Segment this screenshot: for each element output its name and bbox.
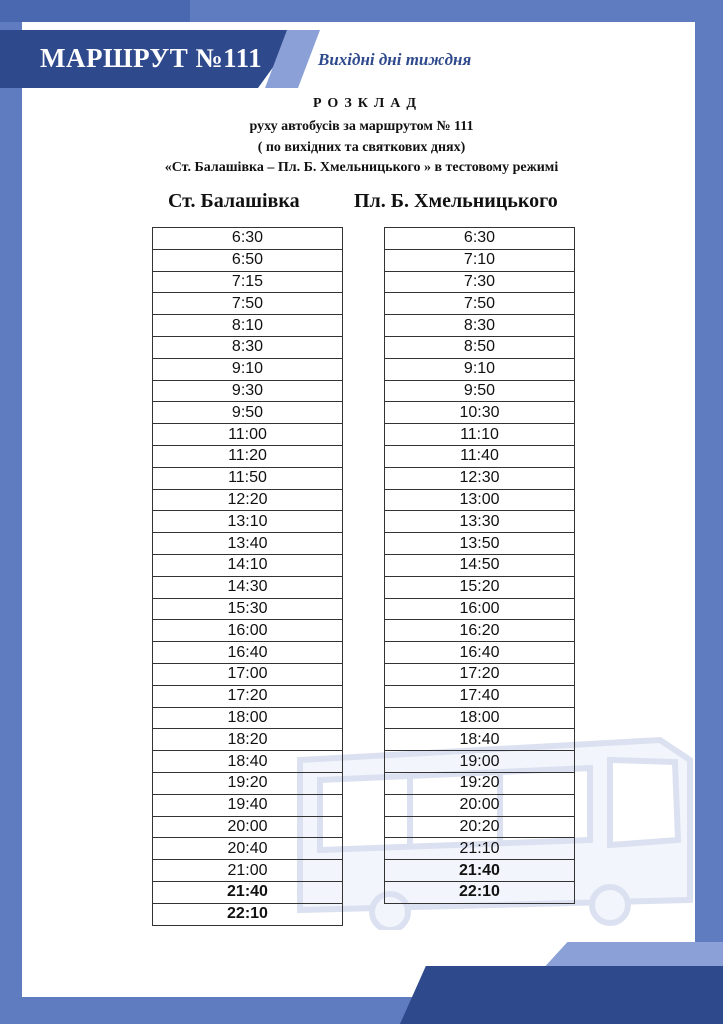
table-row — [153, 533, 343, 555]
decorative-corner-top — [0, 0, 190, 22]
table-row — [385, 707, 575, 729]
table-row — [153, 293, 343, 315]
departure-time: 14:10 — [153, 554, 343, 576]
departure-time: 11:20 — [153, 445, 343, 467]
table-row — [385, 751, 575, 773]
table-row — [385, 554, 575, 576]
departure-time: 10:30 — [385, 402, 575, 424]
departure-time: 19:20 — [385, 772, 575, 794]
departure-time: 9:50 — [385, 380, 575, 402]
table-row — [153, 816, 343, 838]
table-row — [153, 249, 343, 271]
table-row — [153, 576, 343, 598]
table-row — [153, 772, 343, 794]
departure-time: 11:00 — [153, 424, 343, 446]
departure-time: 8:50 — [385, 336, 575, 358]
table-row — [385, 685, 575, 707]
schedule-description: руху автобусів за маршрутом № 111 — [249, 119, 474, 134]
departure-time: 6:30 — [153, 228, 343, 250]
table-row — [153, 620, 343, 642]
departure-time: 7:50 — [153, 293, 343, 315]
departure-time: 16:00 — [385, 598, 575, 620]
table-row — [385, 663, 575, 685]
table-row — [385, 293, 575, 315]
departure-time: 14:50 — [385, 554, 575, 576]
right-column-title: Пл. Б. Хмельницького — [354, 190, 558, 212]
table-row — [153, 751, 343, 773]
table-row — [153, 511, 343, 533]
table-row — [153, 707, 343, 729]
departure-time: 17:40 — [385, 685, 575, 707]
departure-time: 19:20 — [153, 772, 343, 794]
departure-time: 13:10 — [153, 511, 343, 533]
table-row — [153, 228, 343, 250]
table-row — [153, 685, 343, 707]
departure-time: 7:30 — [385, 271, 575, 293]
table-row — [385, 271, 575, 293]
departure-time: 21:40 — [385, 860, 575, 882]
departure-time: 16:00 — [153, 620, 343, 642]
table-row — [385, 445, 575, 467]
left-column-title: Ст. Балашівка — [168, 190, 300, 212]
table-row — [153, 271, 343, 293]
departure-time: 8:10 — [153, 315, 343, 337]
table-row — [385, 467, 575, 489]
table-row — [153, 881, 343, 903]
table-row — [385, 576, 575, 598]
table-row — [153, 554, 343, 576]
table-row — [153, 489, 343, 511]
departure-time: 19:00 — [385, 751, 575, 773]
table-row — [385, 336, 575, 358]
table-row — [385, 620, 575, 642]
departure-time: 13:40 — [153, 533, 343, 555]
table-row — [153, 860, 343, 882]
table-row — [385, 729, 575, 751]
departure-time: 13:00 — [385, 489, 575, 511]
table-row — [385, 489, 575, 511]
table-row — [153, 642, 343, 664]
table-row — [385, 598, 575, 620]
right-timetable — [384, 227, 575, 904]
days-subtitle: Вихідні дні тиждня — [318, 50, 472, 69]
departure-time: 9:50 — [153, 402, 343, 424]
departure-time: 16:40 — [153, 642, 343, 664]
table-row — [385, 860, 575, 882]
departure-time: 20:00 — [153, 816, 343, 838]
departure-time: 16:40 — [385, 642, 575, 664]
table-row — [153, 598, 343, 620]
table-row — [385, 228, 575, 250]
table-row — [153, 663, 343, 685]
departure-time: 18:20 — [153, 729, 343, 751]
departure-time: 19:40 — [153, 794, 343, 816]
departure-time: 18:40 — [153, 751, 343, 773]
departure-time: 11:10 — [385, 424, 575, 446]
table-row — [153, 424, 343, 446]
table-row — [153, 794, 343, 816]
departure-time: 7:15 — [153, 271, 343, 293]
departure-time: 12:30 — [385, 467, 575, 489]
table-row — [153, 315, 343, 337]
table-row — [153, 402, 343, 424]
departure-time: 9:10 — [385, 358, 575, 380]
departure-time: 11:40 — [385, 445, 575, 467]
route-title: МАРШРУТ №111 — [40, 43, 263, 73]
table-row — [153, 358, 343, 380]
departure-time: 20:40 — [153, 838, 343, 860]
table-row — [385, 533, 575, 555]
departure-time: 16:20 — [385, 620, 575, 642]
table-row — [153, 729, 343, 751]
departure-time: 21:40 — [153, 881, 343, 903]
departure-time: 15:30 — [153, 598, 343, 620]
table-row — [153, 838, 343, 860]
departure-time: 17:20 — [153, 685, 343, 707]
footer-band — [400, 966, 723, 1024]
table-row — [385, 315, 575, 337]
departure-time: 20:20 — [385, 816, 575, 838]
departure-time: 14:30 — [153, 576, 343, 598]
left-timetable — [152, 227, 343, 926]
table-row — [385, 772, 575, 794]
table-row — [385, 402, 575, 424]
table-row — [153, 380, 343, 402]
departure-time: 8:30 — [385, 315, 575, 337]
departure-time: 6:50 — [153, 249, 343, 271]
table-row — [385, 249, 575, 271]
table-row — [385, 358, 575, 380]
departure-time: 22:10 — [153, 903, 343, 925]
departure-time: 11:50 — [153, 467, 343, 489]
departure-time: 15:20 — [385, 576, 575, 598]
table-row — [385, 794, 575, 816]
departure-time: 12:20 — [153, 489, 343, 511]
table-row — [385, 424, 575, 446]
table-row — [385, 816, 575, 838]
table-row — [153, 903, 343, 925]
departure-time: 8:30 — [153, 336, 343, 358]
departure-time: 6:30 — [385, 228, 575, 250]
departure-time: 13:30 — [385, 511, 575, 533]
schedule-heading: РОЗКЛАД — [312, 96, 423, 111]
departure-time: 18:40 — [385, 729, 575, 751]
table-row — [385, 380, 575, 402]
schedule-days-note: ( по вихідних та святкових днях) — [257, 140, 466, 155]
departure-time: 22:10 — [385, 881, 575, 903]
departure-time: 9:10 — [153, 358, 343, 380]
departure-time: 17:00 — [153, 663, 343, 685]
departure-time: 7:10 — [385, 249, 575, 271]
table-row — [153, 336, 343, 358]
departure-time: 20:00 — [385, 794, 575, 816]
departure-time: 13:50 — [385, 533, 575, 555]
departure-time: 17:20 — [385, 663, 575, 685]
departure-time: 18:00 — [153, 707, 343, 729]
table-row — [153, 445, 343, 467]
table-row — [153, 467, 343, 489]
departure-time: 7:50 — [385, 293, 575, 315]
table-row — [385, 511, 575, 533]
departure-time: 18:00 — [385, 707, 575, 729]
table-row — [385, 838, 575, 860]
departure-time: 9:30 — [153, 380, 343, 402]
table-row — [385, 642, 575, 664]
table-row — [385, 881, 575, 903]
departure-time: 21:10 — [385, 838, 575, 860]
departure-time: 21:00 — [153, 860, 343, 882]
route-endpoints-note: «Ст. Балашівка – Пл. Б. Хмельницького » в тестовому режимі — [164, 160, 559, 175]
